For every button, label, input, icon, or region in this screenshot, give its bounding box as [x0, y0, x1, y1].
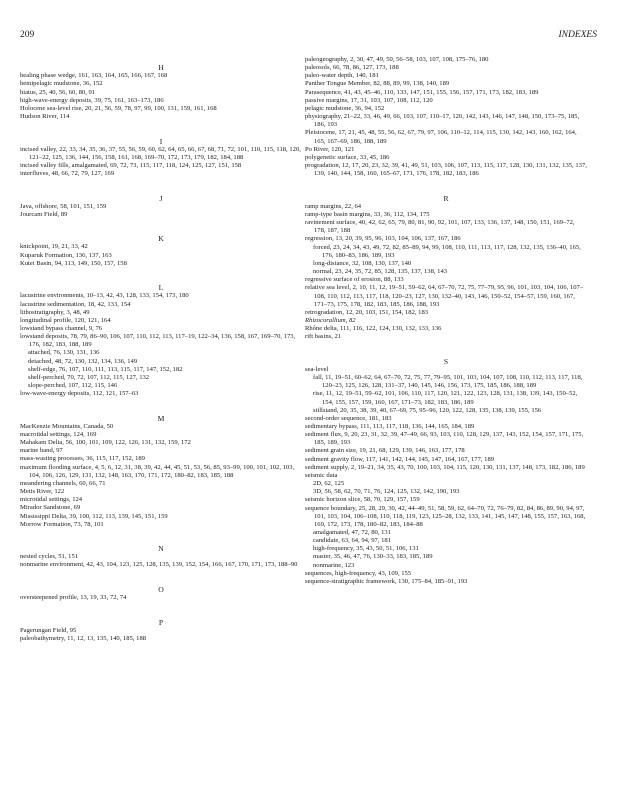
- index-entry: lowstand bypass channel, 9, 76: [20, 325, 103, 332]
- section-letter: P: [158, 617, 164, 627]
- index-subentry: shelf-perched, 70, 72, 107, 112, 115, 127, 132: [28, 373, 150, 381]
- index-entry: Pleistocene, 17, 21, 45, 48, 55, 56, 62, 67, 79, 97, 106, 110–12, 114, 115, 130, 142, 143, 160, 162, 164, 165, 167–69, 186, 188, 189: [305, 129, 577, 145]
- section-spacer: [20, 268, 302, 284]
- index-entry: Po River, 120, 121: [305, 145, 355, 153]
- index-entry: oversteepened profile, 13, 19, 33, 72, 74: [20, 594, 127, 602]
- index-entry: Kutei Basin, 94, 113, 149, 150, 157, 158: [20, 259, 127, 267]
- index-subentry: stillstand, 20, 35, 38, 39, 40, 67–69, 75, 95–96, 120, 122, 128, 135, 138, 139, 155, 156: [313, 406, 542, 414]
- index-entry: Jourcam Field, 89: [20, 210, 68, 218]
- index-entry: Metis River, 122: [20, 488, 65, 496]
- index-entry: sediment gravity flow, 117, 141, 142, 144, 145, 147, 164, 167, 177, 189: [305, 455, 495, 463]
- index-entry: incised valley fills, amalgamated, 69, 72, 73, 115, 117, 118, 124, 125, 127, 151, 158: [20, 161, 242, 169]
- index-entry: paleobathymetry, 11, 12, 13, 135, 140, 185, 188: [20, 634, 147, 642]
- index-entry: regressive surface of erosion, 88, 133: [305, 276, 404, 284]
- index-entry: sequences, high-frequency, 43, 109, 155: [305, 569, 412, 577]
- index-entry: Kuparuk Formation, 136, 137, 163: [20, 251, 112, 259]
- index-entry: second-order sequence, 181, 183: [305, 414, 392, 422]
- index-entry: interfluves, 48, 66, 72, 79, 127, 169: [20, 170, 115, 178]
- index-entry: hiatus, 25, 40, 56, 60, 80, 91: [20, 88, 96, 96]
- running-title: INDEXES: [558, 30, 597, 40]
- index-entry: MacKenzie Mountains, Canada, 50: [20, 422, 114, 430]
- index-entry: pelagic mudstone, 36, 94, 152: [305, 104, 385, 112]
- index-subentry: long-distance, 32, 108, 130, 137, 140: [313, 259, 412, 267]
- section-spacer: [305, 341, 587, 357]
- section-letter: S: [443, 356, 449, 366]
- index-entry: macrotidal settings, 124, 169: [20, 431, 97, 438]
- index-entry: physiography, 21–22, 33, 46, 49, 66, 103, 107, 110–17, 120, 142, 143, 146, 147, 148, 150, 173–75, 185, 186, 193: [305, 113, 580, 129]
- index-entry: lacustrine environments, 10–13, 42, 43, 128, 133, 154, 173, 180: [20, 292, 189, 300]
- section-spacer: [305, 178, 587, 194]
- index-subentry: 2D, 62, 125: [313, 480, 345, 488]
- index-entry: paleogeography, 2, 30, 47, 49, 50, 56–58, 103, 107, 108, 175–76, 180: [305, 56, 489, 63]
- section-spacer: [20, 570, 302, 586]
- index-entry: rift basins, 21: [305, 333, 342, 341]
- section-letter: L: [158, 283, 164, 293]
- index-entry: lithostratigraphy, 3, 48, 49: [20, 308, 90, 316]
- index-entry: maximum flooding surface, 4, 5, 6, 12, 31, 38, 39, 42, 44, 45, 51, 53, 56, 85, 93–99, 100, 101, 102, 103, 104, 106, 126, 129, 131, 132, 148, 163, 170, 171, 172, 180–82, 183, 185, 188: [20, 463, 295, 479]
- section-spacer: [20, 219, 302, 235]
- index-entry: sediment flux, 9, 20, 23, 31, 32, 39, 47–49, 66, 93, 103, 110, 128, 129, 137, 143, 152, 154, 157, 171, 175, 185, 189, 193: [305, 431, 584, 447]
- index-entry: Mississippi Delta, 39, 100, 112, 113, 139, 145, 151, 159: [20, 512, 168, 520]
- index-entry: lowstand deposits, 78, 79, 86–90, 106, 107, 110, 112, 113, 117–19, 122–34, 136, 158, 167, 169–70, 173, 176, 182, 183, 188, 189: [20, 333, 296, 349]
- index-entry: sea-level: [305, 365, 329, 373]
- index-entry: Holocene sea-level rise, 20, 21, 56, 59, 78, 97, 99, 100, 131, 159, 161, 168: [20, 104, 217, 112]
- section-letter: N: [158, 544, 164, 554]
- index-entry: high-wave-energy deposits, 39, 75, 161, 163–173, 186: [20, 96, 164, 104]
- index-entry: relative sea level, 2, 10, 11, 12, 19–51, 59–62, 64, 67–70, 72, 75, 77–79, 95, 96, 101, 103, 104, 106, 107–108, 110, 112, 113, 117, 118, 120–23, 127, 130, 132–40, 143, 146, 150–52, 154–57, 159, 160, 167, 171–73, 175, 178, 182, 183, 185, 186, 188, 193: [305, 284, 584, 308]
- index-entry: Java, offshore, 58, 101, 151, 159: [20, 202, 107, 210]
- section-letter: H: [158, 63, 164, 73]
- index-entry: lacustrine sedimentation, 18, 42, 133, 154: [20, 300, 131, 308]
- section-spacer: [20, 398, 302, 414]
- index-entry: retrogradation, 12, 20, 103, 151, 154, 182, 183: [305, 308, 429, 316]
- index-entry: polygenetic surface, 33, 45, 186: [305, 153, 390, 161]
- index-subentry: high-frequency, 35, 43, 50, 51, 106, 131: [313, 545, 419, 553]
- index-entry: seismic horizon slice, 58, 70, 129, 157, 159: [305, 496, 420, 504]
- section-letter: I: [159, 136, 163, 146]
- index-subentry: nonmarine, 123: [313, 561, 355, 569]
- index-subentry: candidate, 63, 64, 94, 97, 181: [313, 537, 392, 545]
- index-subentry: master, 35, 46, 47, 76, 130–33, 183, 185, 189: [313, 553, 433, 561]
- index-entry: Panther Tongue Member, 82, 88, 89, 99, 138, 140, 189: [305, 80, 450, 88]
- index-entry: Morrow Formation, 73, 78, 101: [20, 520, 104, 528]
- index-entry: paleosols, 66, 78, 86, 127, 173, 188: [305, 64, 399, 72]
- index-entry: ramp-type basin margins, 33, 36, 112, 134, 175: [305, 210, 430, 218]
- section-letter: J: [159, 193, 163, 203]
- index-entry: sequence boundary, 25, 28, 29, 30, 42, 44–49, 51, 58, 59, 62, 64–70, 72, 76–79, 82, 84, 86, 89, 90, 94, 97, 101, 103, 104, 106–108, 110, 118, 119, 123, 125–28, 132, 133, 141, 145, 147, 148, 155, 157, 163, 168, 169, 172, 173, 178, 180–82, 183, 184–88: [305, 504, 586, 528]
- index-subentry: 3D, 56, 58, 62, 70, 71, 76, 124, 125, 132, 142, 190, 193: [313, 488, 460, 496]
- index-entry: paleo-water depth, 140, 181: [305, 72, 379, 80]
- index-entry: ravinement surface, 40, 42, 62, 65, 79, 80, 81, 90, 92, 101, 107, 133, 136, 137, 148, 150, 151, 169–72, 178, 187, 188: [305, 219, 575, 235]
- index-entry: Mahakam Delta, 56, 100, 101, 109, 122, 126, 131, 132, 159, 172: [20, 439, 191, 447]
- index-entry: progradation, 12, 17, 20, 23, 32, 39, 41, 49, 51, 103, 106, 107, 113, 115, 117, 128, 130, 131, 132, 135, 137, 139, 140, 144, 158, 160, 165–67, 171, 176, 178, 182, 183, 186: [305, 162, 587, 178]
- index-entry: seismic data: [305, 471, 338, 479]
- index-entry: passive margins, 17, 31, 103, 107, 108, 112, 120: [305, 96, 433, 104]
- index-entry: Hudson River, 114: [20, 113, 70, 121]
- index-subentry: shelf-edge, 76, 107, 110, 111, 113, 115, 117, 147, 152, 182: [28, 365, 183, 373]
- index-entry: Mirador Sandstone, 69: [20, 504, 81, 512]
- index-entry: marine band, 97: [20, 447, 63, 455]
- index-entry: sedimentary bypass, 111, 113, 117, 118, 136, 144, 165, 184, 189: [305, 422, 475, 430]
- index-entry: regression, 13, 20, 39, 95, 96, 103, 104, 106, 137, 167, 186: [305, 235, 461, 243]
- index-column-right: [305, 56, 587, 586]
- section-letter: O: [158, 584, 164, 594]
- section-letter: M: [157, 413, 165, 423]
- section-spacer: [20, 602, 302, 618]
- section-letter: K: [158, 234, 164, 244]
- index-subentry: rise, 11, 12, 19–51, 59–62, 101, 106, 110, 117, 120, 121, 122, 123, 128, 131, 138, 139, 143, 150–52, 154, 155, 157, 159, 160, 167, 171–73, 182, 183, 186, 189: [313, 390, 578, 406]
- section-spacer: [20, 178, 302, 194]
- index-entry: ramp margins, 22, 64: [305, 202, 362, 210]
- page-header: [20, 30, 597, 44]
- index-entry: incised valley, 22, 33, 34, 35, 36, 37, 55, 56, 59, 60, 62, 64, 65, 66, 67, 68, 71, 72, 101, 110, 115, 118, 120, 121–22, 125, 136, 144, 156, 158, 161, 168, 169–70, 172, 173, 179, 182, 184, 188: [20, 145, 301, 161]
- page-number: 209: [20, 30, 35, 40]
- index-entry: knickpoint, 19, 21, 33, 42: [20, 243, 88, 251]
- index-subentry: forced, 23, 24, 34, 43, 49, 72, 82, 85–89, 94, 99, 108, 110, 111, 113, 117, 128, 132, 135, 136–40, 165, 176, 180–83, 186, 189, 193: [313, 243, 581, 259]
- index-entry: longitudinal profile, 120, 121, 164: [20, 316, 111, 324]
- index-entry: sediment grain size, 19, 21, 68, 129, 139, 146, 163, 177, 178: [305, 447, 465, 455]
- index-entry: microtidal settings, 124: [20, 496, 83, 504]
- index-entry: low-wave-energy deposits, 112, 121, 157–63: [20, 390, 139, 398]
- index-entry: mass-wasting processes, 36, 115, 117, 152, 189: [20, 455, 145, 463]
- section-letter: R: [443, 193, 449, 203]
- section-spacer: [20, 121, 302, 137]
- index-entry: meandering channels, 60, 66, 71: [20, 479, 106, 487]
- index-entry: nested cycles, 51, 151: [20, 553, 79, 561]
- index-entry: Rhizocorallium, 82: [305, 316, 356, 324]
- index-entry: hemipelagic mudstone, 36, 152: [20, 80, 103, 88]
- index-entry: Pagerungan Field, 95: [20, 626, 77, 634]
- index-entry: Rhône delta, 111, 116, 122, 124, 130, 132, 133, 136: [305, 325, 442, 333]
- index-entry: nonmarine environment, 42, 43, 104, 123, 125, 128, 135, 139, 152, 154, 166, 167, 170, 171, 173, 188–90: [20, 561, 298, 569]
- index-subentry: amalgamated, 47, 72, 80, 131: [313, 529, 392, 536]
- index-subentry: fall, 11, 19–51, 60–62, 64, 67–70, 72, 75, 77, 79–95, 101, 103, 104, 107, 108, 110, 112, 113, 117, 118, 120–23, 125, 126, 128, 131–37, 140, 145, 146, 156, 173, 175, 185, 186, 188, 189: [313, 374, 583, 390]
- section-spacer: [20, 529, 302, 545]
- index-subentry: slope-perched, 107, 112, 115, 146: [28, 382, 118, 390]
- index-entry: healing phase wedge, 161, 163, 164, 165, 166, 167, 168: [20, 72, 168, 80]
- index-entry: sequence-stratigraphic framework, 130, 175–84, 185–91, 193: [305, 577, 468, 585]
- index-entry: Parasequence, 41, 43, 45–46, 110, 133, 147, 151, 155, 156, 157, 171, 173, 182, 183, 189: [305, 88, 539, 96]
- index-subentry: detached, 48, 72, 130, 132, 134, 136, 149: [28, 357, 138, 365]
- index-subentry: normal, 23, 24, 35, 72, 85, 128, 135, 137, 138, 143: [313, 268, 448, 276]
- index-entry: sediment supply, 2, 19–21, 34, 35, 43, 70, 100, 103, 104, 115, 120, 130, 131, 137, 148, 173, 182, 186, 189: [305, 463, 585, 471]
- index-column-left: [20, 56, 302, 643]
- index-subentry: attached, 76, 130, 131, 136: [28, 349, 100, 357]
